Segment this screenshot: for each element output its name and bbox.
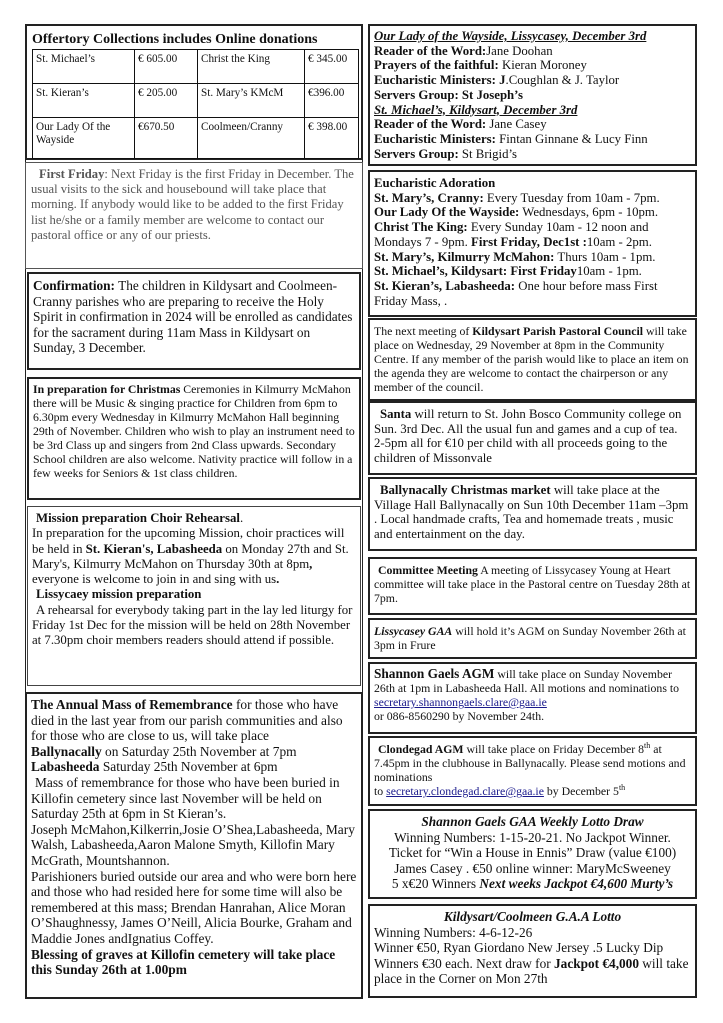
committee-box	[368, 557, 697, 615]
table-cell: Coolmeen/Cranny	[198, 118, 305, 159]
shannon-lotto-line: Winning Numbers: 1-15-20-21. No Jackpot Winner.	[394, 829, 671, 845]
santa-box	[368, 401, 697, 475]
clondegad-agm-box	[368, 736, 697, 806]
table-cell: € 605.00	[135, 50, 198, 84]
mission-text-3: everyone is welcome to join in and sing with us	[32, 572, 277, 587]
table-cell: Christ the King	[198, 50, 305, 84]
kildysart-lotto-jackpot: Jackpot €4,000	[554, 955, 639, 971]
offertory-title: Offertory Collections includes Online donations	[32, 32, 318, 47]
remembrance-names: Joseph McMahon,Kilkerrin,Josie O’Shea,Labasheeda, Mary Walsh, Labasheeda,Aaron Malone Smyth, Killofin Mary McGrath, Mountshannon.	[31, 821, 355, 868]
santa-heading: Santa	[380, 407, 412, 421]
shannon-agm-text: will take place on Sunday November 26th at 1pm in Labasheeda Hall. All motions and nominations to	[374, 667, 680, 695]
mission-heading-end: .	[239, 511, 244, 525]
first-friday-box	[25, 162, 363, 269]
rota-label: Prayers of the faithful:	[374, 58, 499, 73]
rota-label: Eucharistic Ministers: J	[374, 73, 506, 88]
table-cell: €396.00	[305, 84, 359, 118]
mission-heading: Mission preparation Choir Rehearsal	[36, 511, 240, 525]
lissycasey-gaa-heading: Lissycasey GAA	[374, 624, 453, 638]
shannon-agm-heading: Shannon Gaels AGM	[374, 666, 495, 681]
table-row	[33, 118, 359, 159]
committee-text: A meeting of Lissycasey Young at Heart committee will take place in the Pastoral centre on Tuesday 28th at 7pm.	[374, 563, 691, 605]
pastoral-council-pre: The next meeting of	[374, 324, 473, 338]
adoration-line	[374, 279, 691, 308]
adoration-box	[368, 170, 697, 317]
remembrance-place-ballynacally: Ballynacally	[31, 743, 102, 759]
shannon-lotto-heading: Shannon Gaels GAA Weekly Lotto Draw	[421, 814, 644, 829]
confirmation-box	[27, 272, 361, 370]
rota-value: .Coughlan & J. Taylor	[505, 73, 620, 88]
committee-heading: Committee Meeting	[378, 563, 478, 577]
shannon-agm-text2: or 086-8560290 by November 24th.	[374, 709, 545, 723]
adoration-church: Christ The King:	[374, 220, 468, 235]
kildysart-lotto-box	[368, 904, 697, 998]
clondegad-text3: by December 5	[543, 784, 619, 798]
mission-comma: ,	[309, 556, 313, 571]
shannon-lotto-line: James Casey . €50 online winner: MaryMcSweeney	[394, 860, 671, 876]
remembrance-blessing: Blessing of graves at Killofin cemetery will take place this Sunday 26th at 1.00pm	[31, 946, 336, 978]
pastoral-council-heading: Kildysart Parish Pastoral Council	[472, 324, 644, 338]
christmas-market-box	[368, 477, 697, 551]
rota-item	[374, 58, 691, 73]
mission-text-1: In preparation for the upcoming Mission, choir practices will be held in	[32, 526, 345, 556]
remembrance-heading: The Annual Mass of Remembrance	[31, 697, 233, 712]
mission-text-2: on Monday 27th and St. Mary's, Kilmurry McMahon on Thursday 30th at 8pm	[32, 541, 349, 571]
adoration-time: Thurs 10am - 1pm.	[554, 249, 656, 264]
rota-heading-lissycasey: Our Lady of the Wayside, Lissycasey, December 3rd	[374, 29, 647, 43]
kildysart-lotto-heading: Kildysart/Coolmeen G.A.A Lotto	[443, 909, 622, 924]
rota-label: Eucharistic Ministers:	[374, 131, 496, 146]
rota-heading-kildysart: St. Michael’s, Kildysart, December 3rd	[374, 102, 578, 117]
adoration-church: Our Lady Of the Wayside:	[374, 205, 520, 220]
rota-label: Servers Group: St Joseph’s	[374, 87, 523, 102]
adoration-church: St. Kieran’s, Labasheeda:	[374, 278, 516, 293]
rota-item	[374, 44, 691, 59]
clondegad-to: to	[374, 784, 387, 798]
mission-text	[32, 526, 356, 587]
shannon-lotto-jackpot: Next weeks Jackpot €4,600 Murty’s	[479, 876, 674, 892]
christmas-prep-text: Ceremonies in Kilmurry McMahon there will be Music & singing practice for Children from 6pm to 6.30pm every Wednesday in Kilmurry McMahon Hall beginning 29th of November. Children who wish to play an instrument need to be 3rd Class up and singers from 2nd Class upwards. Secondary School children are also welcome. Nativity practice will follow in a few weeks for Seniors & 1st class children.	[33, 382, 355, 480]
table-cell: € 345.00	[305, 50, 359, 84]
clondegad-text: will take place on Friday December 8	[463, 742, 645, 756]
confirmation-text: The children in Kildysart and Coolmeen-Cranny parishes who are preparing to receive the Holy Spirit in confirmation in 2024 will be enrolled as candidates for the sacrament during 11am Mass in Kildysart on Sunday, 3 December.	[33, 278, 353, 356]
rota-label: Servers Group:	[374, 146, 459, 161]
table-row	[33, 84, 359, 118]
christmas-prep-box	[27, 377, 361, 500]
kildysart-lotto-line: Winner €50, Ryan Giordano New Jersey .5 Lucky Dip Winners €30 each. Next draw for	[374, 940, 664, 971]
adoration-time: Wednesdays, 6pm - 10pm.	[519, 205, 659, 220]
rota-item	[374, 73, 691, 88]
adoration-line	[374, 191, 691, 206]
pastoral-council-text: will take place on Wednesday, 29 November at 8pm in the Community Centre. If any member of the parish would like to place an item on the agenda they are welcome to contact the chairperson or any member of the council.	[374, 324, 689, 394]
rota-item	[374, 147, 691, 162]
adoration-line	[374, 205, 691, 220]
offertory-table	[32, 49, 359, 159]
adoration-first-friday: First Friday, Dec1st :	[471, 234, 587, 249]
mission-period: .	[276, 572, 280, 587]
table-cell: € 205.00	[135, 84, 198, 118]
market-heading: Ballynacally Christmas market	[380, 483, 551, 497]
remembrance-intro: for those who have died in the last year from our parish communities and also for those who are close to us, will take place	[31, 697, 343, 744]
christmas-prep-heading: In preparation for Christmas	[33, 382, 181, 396]
clondegad-heading: Clondegad AGM	[378, 742, 464, 756]
table-cell: St. Mary’s KMcM	[198, 84, 305, 118]
table-cell: €670.50	[135, 118, 198, 159]
shannon-agm-box	[368, 662, 697, 734]
mission-location-kierans: St. Kieran's, Labasheeda	[85, 541, 223, 556]
table-cell: € 398.00	[305, 118, 359, 159]
lissycaey-text: A rehearsal for everybody taking part in the lay led liturgy for Friday 1st Dec for the mission will be held on 28th November at 7.30pm choir members readers should attend if possible.	[32, 602, 353, 648]
table-cell: St. Michael’s	[33, 50, 135, 84]
lissycaey-heading: Lissycaey mission preparation	[36, 587, 202, 602]
offertory-box	[25, 24, 363, 160]
adoration-time: 10am - 2pm.	[586, 234, 652, 249]
pastoral-council-box	[368, 318, 697, 401]
adoration-time: 10am - 1pm.	[576, 264, 642, 279]
remembrance-outside: Parishioners buried outside our area and who were born here and those who had resided here for some time will also be remembered at this mass; Brendan Hanrahan, Alice Moran O’Shaughnessy, James O’Neill, Alicia Bourke, Graham and Maddie Jones andIgnatius Coffey.	[31, 868, 357, 946]
clondegad-email-link[interactable]: secretary.clondegad.clare@gaa.ie	[386, 784, 544, 798]
remembrance-time-labasheeda: Saturday 25th November at 6pm	[99, 759, 278, 775]
table-cell: St. Kieran’s	[33, 84, 135, 118]
rota-box	[368, 24, 697, 166]
rota-value: St Brigid’s	[458, 146, 518, 161]
shannon-lotto-line: 5 x€20 Winners	[391, 876, 480, 892]
adoration-church: St. Michael’s, Kildysart: First Friday	[374, 264, 577, 279]
rota-item	[374, 88, 691, 103]
adoration-line	[374, 250, 691, 265]
market-text: will take place at the Village Hall Ballynacally on Sun 10th December 11am –3pm . Local handmade crafts, Tea and homemade treats , music and entertainment on the day.	[374, 483, 689, 541]
adoration-line	[374, 264, 691, 279]
clondegad-text2: at 7.45pm in the clubhouse in Ballynacally. Please send motions and nominations	[374, 742, 686, 784]
rota-value: Fintan Ginnane & Lucy Finn	[495, 131, 648, 146]
santa-text: will return to St. John Bosco Community college on Sun. 3rd Dec. All the usual fun and games and a cup of tea. 2-5pm all for €10 per child with all proceeds going to the children of Missonvale	[374, 407, 682, 465]
adoration-line	[374, 220, 691, 249]
adoration-time: Every Sunday 10am - 12 noon and Mondays 7 - 9pm.	[374, 220, 649, 249]
confirmation-heading: Confirmation:	[33, 278, 115, 293]
shannon-agm-email-link[interactable]: secretary.shannongaels.clare@gaa.ie	[374, 695, 547, 709]
shannon-lotto-line: Ticket for “Win a House in Ennis” Draw (value €100)	[388, 845, 677, 861]
table-cell: Our Lady Of the Wayside	[33, 118, 135, 159]
rota-value: Jane Doohan	[486, 43, 553, 58]
remembrance-place-labasheeda: Labasheeda	[31, 759, 100, 775]
clondegad-sup: th	[618, 783, 626, 793]
rota-label: Reader of the Word:	[374, 117, 487, 132]
lissycasey-gaa-box	[368, 618, 697, 659]
rota-value: Kieran Moroney	[498, 58, 587, 73]
adoration-church: St. Mary’s, Cranny:	[374, 190, 484, 205]
remembrance-time-ballynacally: on Saturday 25th November at 7pm	[101, 743, 297, 759]
first-friday-heading: First Friday	[39, 167, 105, 181]
lissycasey-gaa-text: will hold it’s AGM on Sunday November 26th at 3pm in Frure	[374, 624, 686, 652]
remembrance-killofin: Mass of remembrance for those who have been buried in Killofin cemetery since last November will be held on Saturday 25th at 6pm in St Kieran’s.	[31, 774, 340, 822]
adoration-time: Every Tuesday from 10am - 7pm.	[483, 190, 660, 205]
table-row	[33, 50, 359, 84]
rota-label: Reader of the Word:	[374, 43, 487, 58]
rota-item	[374, 117, 691, 132]
mission-box	[27, 506, 361, 686]
remembrance-box	[25, 692, 363, 999]
adoration-church: St. Mary’s, Kilmurry McMahon:	[374, 249, 555, 264]
adoration-time: One hour before mass First Friday Mass, .	[374, 278, 658, 308]
shannon-lotto-box	[368, 809, 697, 899]
rota-item	[374, 132, 691, 147]
first-friday-text: : Next Friday is the first Friday in December. The usual visits to the sick and housebound will take place that morning. If anybody would like to be added to the first Friday list he/she or a family member are welcome to contact our pastoral office or any of our priests.	[31, 167, 354, 242]
rota-value: Jane Casey	[486, 117, 547, 132]
kildysart-lotto-line: Winning Numbers: 4-6-12-26	[374, 924, 533, 940]
kildysart-lotto-line: will take place in the Corner on Mon 27th	[374, 955, 689, 987]
clondegad-sup: th	[644, 741, 651, 751]
adoration-heading: Eucharistic Adoration	[374, 176, 496, 190]
